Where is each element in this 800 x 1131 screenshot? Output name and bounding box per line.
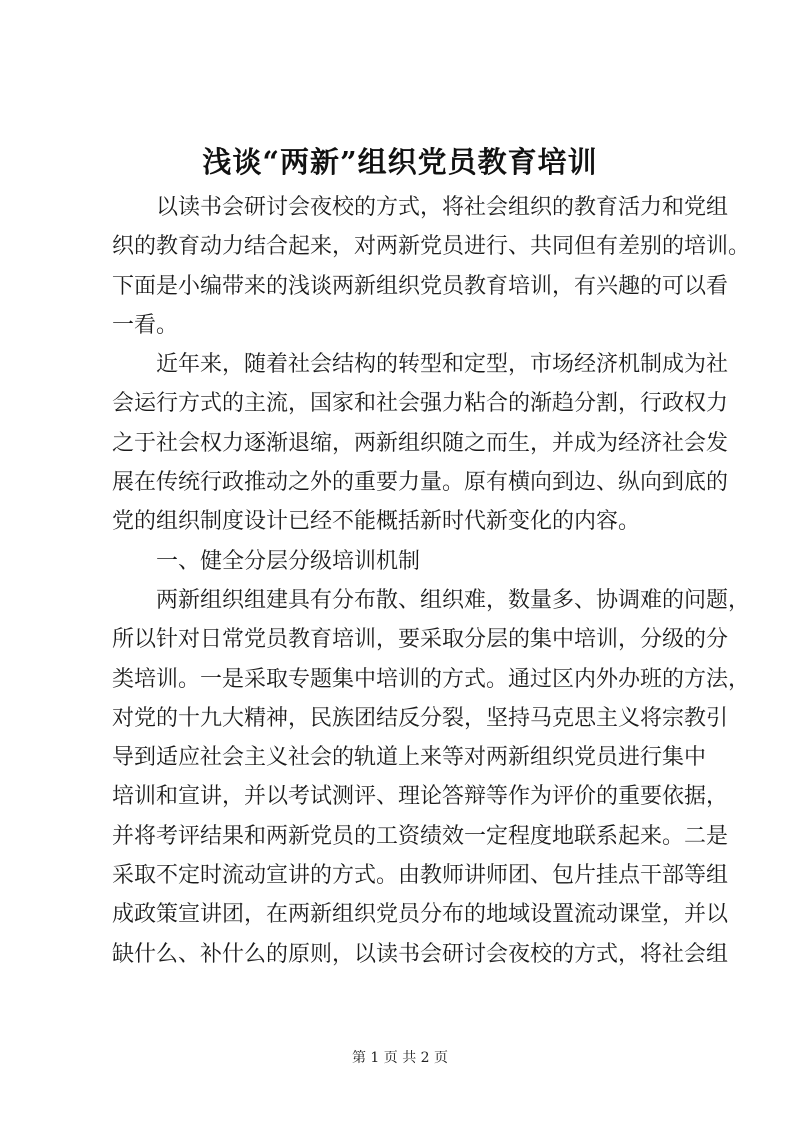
page-number-footer: 第 1 页 共 2 页 bbox=[351, 1050, 449, 1066]
paragraph-line: 会运行方式的主流，国家和社会强力粘合的渐趋分割，行政权力 bbox=[112, 391, 729, 417]
paragraph-line: 展在传统行政推动之外的重要力量。原有横向到边、纵向到底的 bbox=[112, 470, 729, 496]
document-title: 浅谈“两新”组织党员教育培训 bbox=[202, 145, 598, 179]
paragraph-line: 导到适应社会主义社会的轨道上来等对两新组织党员进行集中 bbox=[112, 745, 707, 771]
paragraph-line: 之于社会权力逐渐退缩，两新组织随之而生，并成为经济社会发 bbox=[112, 430, 729, 456]
paragraph-line: 一看。 bbox=[112, 312, 179, 338]
paragraph-line: 以读书会研讨会夜校的方式，将社会组织的教育活力和党组 bbox=[156, 195, 729, 220]
paragraph-line: 并将考评结果和两新党员的工资绩效一定程度地联系起来。二是 bbox=[112, 823, 729, 849]
paragraph-line: 缺什么、补什么的原则，以读书会研讨会夜校的方式，将社会组 bbox=[112, 941, 729, 967]
paragraph-line: 成政策宣讲团，在两新组织党员分布的地域设置流动课堂，并以 bbox=[112, 902, 729, 928]
paragraph-line: 采取不定时流动宣讲的方式。由教师讲师团、包片挂点干部等组 bbox=[112, 863, 729, 889]
paragraph-line: 所以针对日常党员教育培训，要采取分层的集中培训，分级的分 bbox=[112, 627, 729, 653]
paragraph-line: 下面是小编带来的浅谈两新组织党员教育培训，有兴趣的可以看 bbox=[112, 273, 729, 299]
section-heading: 一、健全分层分级培训机制 bbox=[156, 548, 421, 574]
paragraph-line: 两新组织组建具有分布散、组织难，数量多、协调难的问题， bbox=[156, 587, 751, 613]
paragraph-line: 类培训。一是采取专题集中培训的方式。通过区内外办班的方法， bbox=[112, 666, 751, 692]
document-body bbox=[112, 188, 751, 974]
paragraph-line: 党的组织制度设计已经不能概括新时代新变化的内容。 bbox=[112, 509, 641, 535]
paragraph-line: 织的教育动力结合起来，对两新党员进行、共同但有差别的培训。 bbox=[112, 234, 751, 260]
paragraph-line: 培训和宣讲，并以考试测评、理论答辩等作为评价的重要依据， bbox=[112, 784, 729, 810]
paragraph-line: 对党的十九大精神，民族团结反分裂，坚持马克思主义将宗教引 bbox=[112, 705, 729, 731]
paragraph-line: 近年来，随着社会结构的转型和定型，市场经济机制成为社 bbox=[156, 352, 729, 378]
